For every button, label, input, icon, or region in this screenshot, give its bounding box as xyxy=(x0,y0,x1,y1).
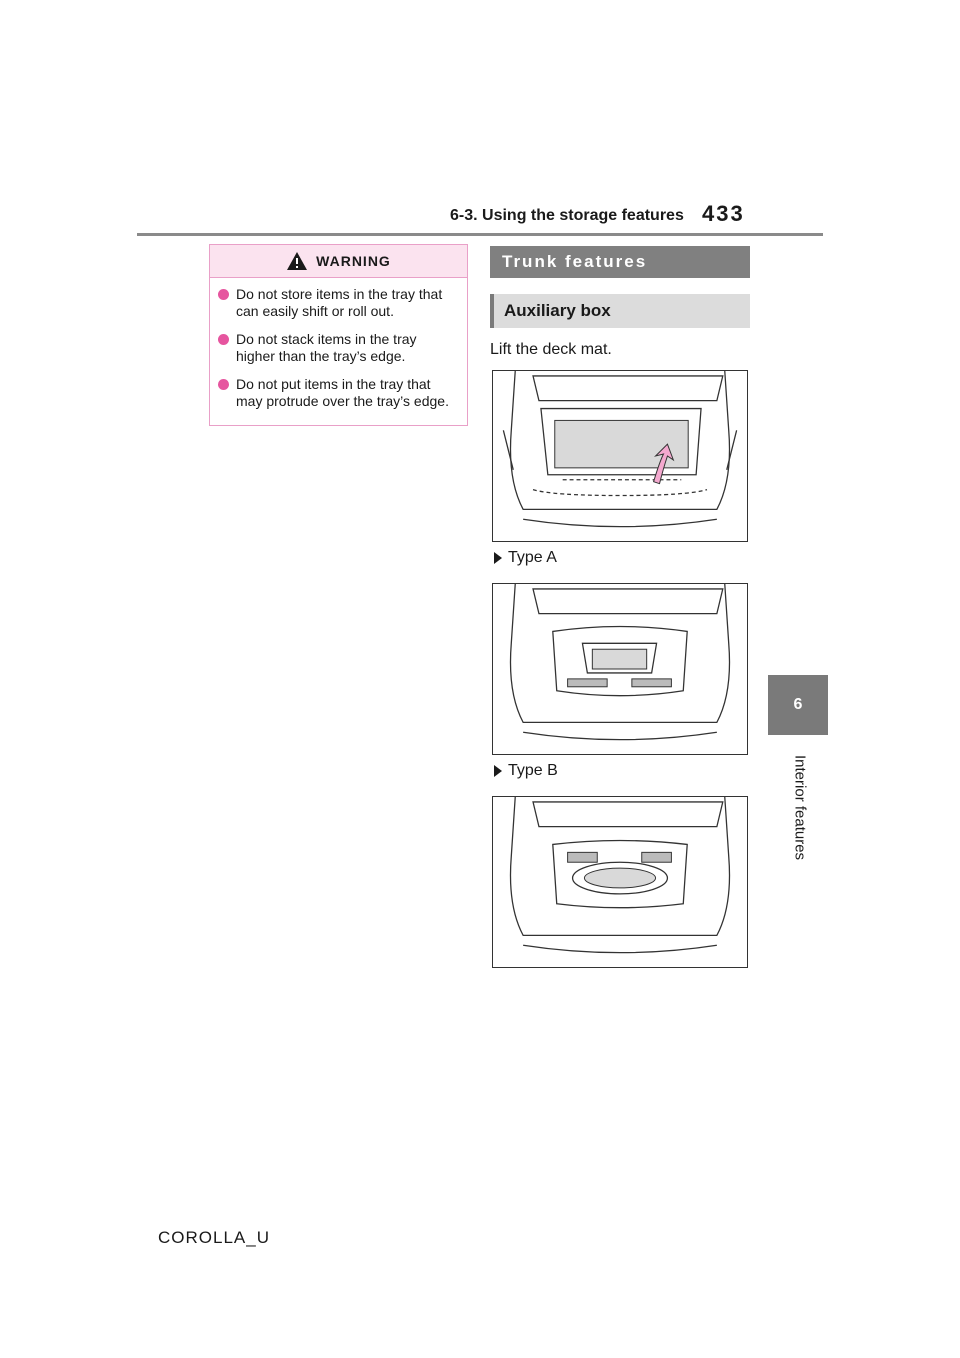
trunk-type-b-image xyxy=(493,797,747,967)
chapter-tab xyxy=(768,675,828,735)
deck-mat-illustration xyxy=(492,370,748,542)
type-b-text: Type B xyxy=(508,762,558,779)
warning-title: WARNING xyxy=(316,253,391,269)
model-code: COROLLA_U xyxy=(158,1228,270,1247)
warning-item-text: Do not stack items in the tray higher than the tray’s edge. xyxy=(236,331,417,364)
trunk-type-a-image xyxy=(493,584,747,754)
warning-item xyxy=(218,286,457,320)
warning-header xyxy=(210,245,467,278)
warning-item xyxy=(218,331,457,365)
warning-triangle-icon xyxy=(286,251,308,271)
instruction-text: Lift the deck mat. xyxy=(490,341,612,358)
pointer-triangle-icon xyxy=(494,765,502,777)
chapter-label: Interior features xyxy=(791,755,809,861)
warning-item-text: Do not put items in the tray that may protrude over the tray’s edge. xyxy=(236,376,449,409)
type-a-text: Type A xyxy=(508,549,557,566)
header-divider xyxy=(137,233,823,236)
page-number: 433 xyxy=(702,201,745,226)
type-a-illustration xyxy=(492,583,748,755)
type-b-label xyxy=(494,762,558,780)
bullet-icon xyxy=(218,289,229,300)
warning-list xyxy=(210,278,467,410)
bullet-icon xyxy=(218,334,229,345)
warning-box xyxy=(209,244,468,426)
subsection-heading: Auxiliary box xyxy=(490,294,750,328)
type-b-illustration xyxy=(492,796,748,968)
chapter-number: 6 xyxy=(793,696,803,713)
pointer-triangle-icon xyxy=(494,552,502,564)
warning-item-text: Do not store items in the tray that can easily shift or roll out. xyxy=(236,286,443,319)
bullet-icon xyxy=(218,379,229,390)
section-heading: Trunk features xyxy=(490,246,750,278)
car-trunk-deck-mat-image xyxy=(493,371,747,541)
type-a-label xyxy=(494,549,557,567)
warning-item xyxy=(218,376,457,410)
section-title: 6-3. Using the storage features xyxy=(450,207,684,224)
